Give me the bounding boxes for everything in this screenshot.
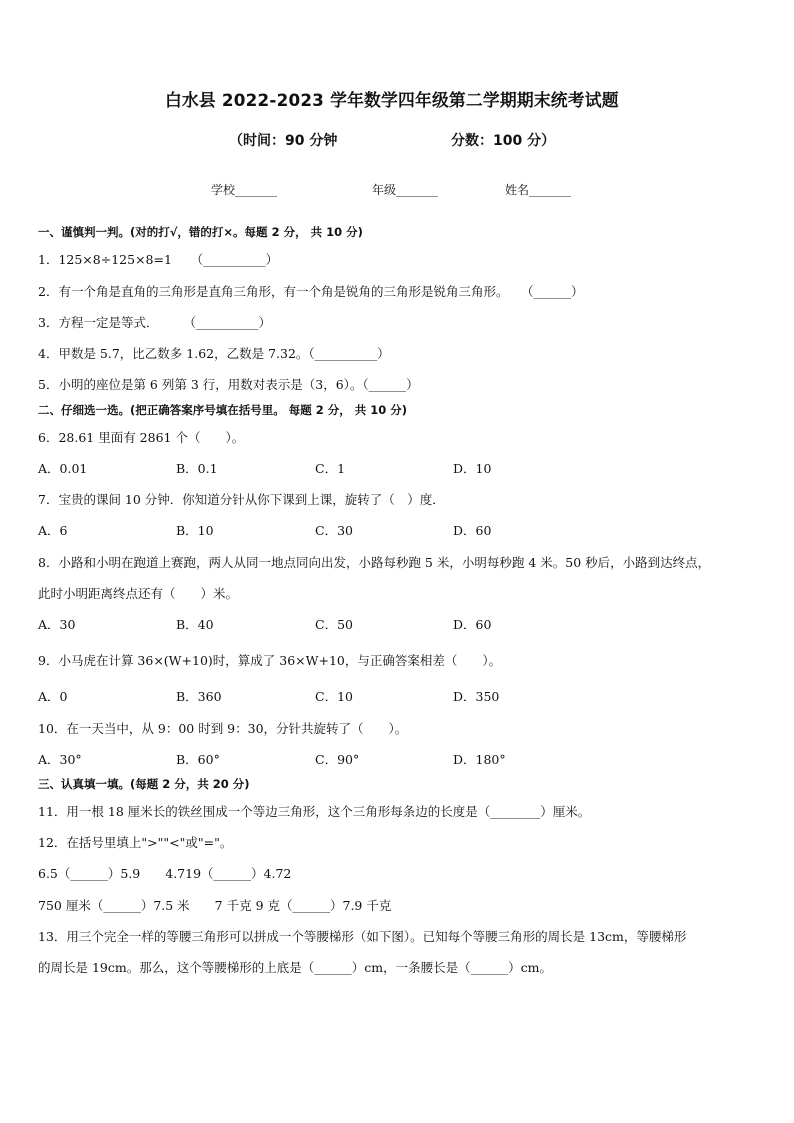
q7-option-b: B．10: [176, 523, 214, 538]
q8-option-d: D．60: [453, 617, 492, 632]
question-9: 9．小马虎在计算 36×(W+10)时，算成了 36×W+10，与正确答案相差（ ）。: [38, 653, 502, 668]
question-13-line-2: 的周长是 19cm。那么，这个等腰梯形的上底是（______）cm，一条腰长是（______）cm。: [38, 960, 552, 975]
grade-field: 年级_______: [372, 183, 439, 197]
question-3: 3．方程一定是等式． （__________）: [38, 315, 271, 330]
question-8-line-2: 此时小明距离终点还有（ ）米。: [38, 586, 239, 601]
section-1-heading: 一、谨慎判一判。(对的打√，错的打×。每题 2 分， 共 10 分): [38, 225, 363, 239]
question-2: 2．有一个角是直角的三角形是直角三角形，有一个角是锐角的三角形是锐角三角形。 （______）: [38, 284, 584, 299]
exam-time: （时间：90 分钟: [229, 133, 338, 149]
q7-option-d: D．60: [453, 523, 492, 538]
question-5: 5．小明的座位是第 6 列第 3 行，用数对表示是（3，6）。（______）: [38, 377, 419, 392]
question-11: 11．用一根 18 厘米长的铁丝围成一个等边三角形，这个三角形每条边的长度是（________）厘米。: [38, 804, 591, 819]
q6-option-d: D．10: [453, 461, 492, 476]
q8-option-a: A．30: [38, 617, 76, 632]
question-13-line-1: 13．用三个完全一样的等腰三角形可以拼成一个等腰梯形（如下图）。已知每个等腰三角形的周长是 13cm，等腰梯形: [38, 929, 687, 944]
name-field: 姓名_______: [505, 183, 572, 197]
question-4: 4．甲数是 5.7，比乙数多 1.62，乙数是 7.32。（__________）: [38, 346, 390, 361]
question-8-line-1: 8．小路和小明在跑道上赛跑，两人从同一地点同向出发，小路每秒跑 5 米，小明每秒跑 4 米。50 秒后，小路到达终点，: [38, 555, 711, 570]
q7-option-a: A．6: [38, 523, 68, 538]
q6-option-b: B．0.1: [176, 461, 218, 476]
question-6: 6．28.61 里面有 2861 个（ ）。: [38, 430, 245, 445]
q6-option-c: C．1: [315, 461, 346, 476]
question-10: 10．在一天当中，从 9：00 时到 9：30，分针共旋转了（ ）。: [38, 721, 408, 736]
q8-option-b: B．40: [176, 617, 214, 632]
q10-option-d: D．180°: [453, 752, 506, 767]
q10-option-b: B．60°: [176, 752, 220, 767]
q9-option-c: C．10: [315, 689, 353, 704]
q9-option-d: D．350: [453, 689, 500, 704]
q6-option-a: A．0.01: [38, 461, 88, 476]
q7-option-c: C．30: [315, 523, 353, 538]
question-12-row-1: 6.5（______）5.9 4.719（______）4.72: [38, 866, 292, 881]
question-7: 7．宝贵的课间 10 分钟．你知道分针从你下课到上课，旋转了（ ）度．: [38, 492, 445, 507]
section-2-heading: 二、仔细选一选。(把正确答案序号填在括号里。 每题 2 分， 共 10 分): [38, 403, 408, 417]
question-1: 1．125×8÷125×8=1 （__________）: [38, 252, 279, 267]
q8-option-c: C．50: [315, 617, 353, 632]
school-field: 学校_______: [211, 183, 278, 197]
q9-option-b: B．360: [176, 689, 222, 704]
section-3-heading: 三、认真填一填。(每题 2 分，共 20 分): [38, 777, 250, 791]
question-12-row-2: 750 厘米（______）7.5 米 7 千克 9 克（______）7.9 千克: [38, 898, 392, 913]
q9-option-a: A．0: [38, 689, 68, 704]
exam-score: 分数：100 分）: [451, 133, 556, 149]
exam-title: 白水县 2022-2023 学年数学四年级第二学期期末统考试题: [164, 91, 619, 111]
q10-option-c: C．90°: [315, 752, 360, 767]
q10-option-a: A．30°: [38, 752, 82, 767]
question-12: 12．在括号里填上">""<"或"="。: [38, 835, 233, 850]
